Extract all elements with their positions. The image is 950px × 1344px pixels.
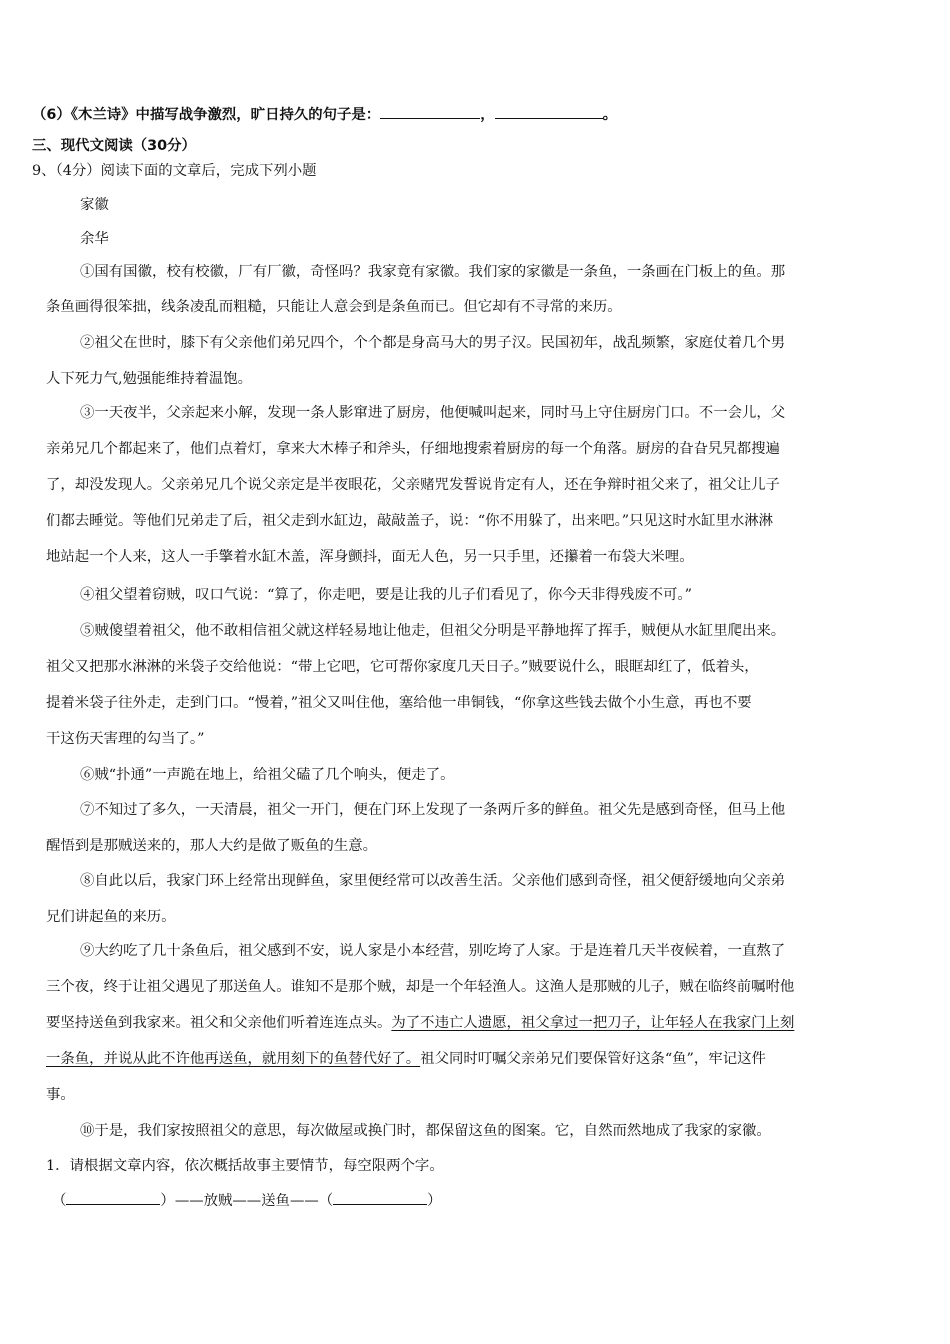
paragraph-3-line: ③一天夜半，父亲起来小解，发现一条人影窜进了厨房，他便喊叫起来，同时马上守住厨房门口。不一会儿，父 (80, 405, 786, 421)
paragraph-5-line: 提着米袋子往外走，走到门口。“慢着，”祖父又叫住他，塞给他一串铜钱，“你拿这些钱去做个小生意，再也不要 (46, 695, 752, 711)
question-9-intro: 9、（4分）阅读下面的文章后，完成下列小题 (32, 163, 317, 179)
question-6: （6）《木兰诗》中描写战争激烈，旷日持久的句子是： ， 。 (32, 104, 617, 125)
paragraph-7-line: ⑦不知过了多久，一天清晨，祖父一开门，便在门环上发现了一条两斤多的鲜鱼。祖父先是感到奇怪，但马上他 (80, 802, 786, 818)
paragraph-3-line: 地站起一个人来，这人一手擎着水缸木盖，浑身颤抖，面无人色，另一只手里，还攥着一布袋大米哩。 (46, 549, 694, 565)
sub-question-1-answer-row: （ ）——放贼——送鱼——（ ） (52, 1190, 442, 1211)
underlined-sentence: 一条鱼，并说从此不许他再送鱼，就用刻下的鱼替代好了。 (46, 1051, 421, 1067)
paragraph-9-line: ⑨大约吃了几十条鱼后，祖父感到不安，说人家是小本经营，别吃垮了人家。于是连着几天半夜候着，一直熬了 (80, 943, 786, 959)
plot-blank-2[interactable] (333, 1190, 427, 1205)
paragraph-2-line: ②祖父在世时，膝下有父亲他们弟兄四个，个个都是身高马大的男子汉。民国初年，战乱频繁，家庭仗着几个男 (80, 335, 786, 351)
underlined-sentence: 为了不违亡人遗愿，祖父拿过一把刀子，让年轻人在我家门上刻 (391, 1015, 795, 1031)
answer-blank-2[interactable] (495, 104, 603, 119)
paragraph-3-line: 们都去睡觉。等他们兄弟走了后，祖父走到水缸边，敲敲盖子，说：“你不用躲了，出来吧。”只见这时水缸里水淋淋 (46, 513, 774, 529)
paragraph-7-line: 醒悟到是那贼送来的，那人大约是做了贩鱼的生意。 (46, 838, 377, 854)
section-3-heading: 三、现代文阅读（30分） (32, 138, 196, 154)
paragraph-1-line: ①国有国徽，校有校徽，厂有厂徽，奇怪吗？我家竟有家徽。我们家的家徽是一条鱼，一条画在门板上的鱼。那 (80, 264, 786, 280)
article-author: 余华 (80, 231, 109, 247)
paragraph-5-line: 祖父又把那水淋淋的米袋子交给他说：“带上它吧，它可帮你家度几天日子。”贼要说什么，眼眶却红了，低着头， (46, 659, 759, 675)
paragraph-9-line: 三个夜，终于让祖父遇见了那送鱼人。谁知不是那个贼，却是一个年轻渔人。这渔人是那贼的儿子，贼在临终前嘱咐他 (46, 979, 795, 995)
paragraph-8-line: 兄们讲起鱼的来历。 (46, 909, 176, 925)
paragraph-1-line: 条鱼画得很笨拙，线条凌乱而粗糙，只能让人意会到是条鱼而已。但它却有不寻常的来历。 (46, 299, 622, 315)
paragraph-9-line: 事。 (46, 1087, 75, 1103)
paragraph-4-line: ④祖父望着窃贼，叹口气说：“算了，你走吧，要是让我的儿子们看见了，你今天非得残废不可。” (80, 587, 692, 603)
paragraph-5-line: 干这伤天害理的勾当了。” (46, 731, 205, 747)
plot-blank-1[interactable] (66, 1190, 160, 1205)
paragraph-9-line: 一条鱼，并说从此不许他再送鱼，就用刻下的鱼替代好了。祖父同时叮嘱父亲弟兄们要保管好这条“鱼”，牢记这件 (46, 1051, 766, 1067)
sub-question-1: 1．请根据文章内容，依次概括故事主要情节，每空限两个字。 (46, 1158, 444, 1174)
paragraph-5-line: ⑤贼傻望着祖父，他不敢相信祖父就这样轻易地让他走，但祖父分明是平静地挥了挥手，贼便从水缸里爬出来。 (80, 623, 786, 639)
paragraph-9-line: 要坚持送鱼到我家来。祖父和父亲他们听着连连点头。为了不违亡人遗愿，祖父拿过一把刀子，让年轻人在我家门上刻 (46, 1015, 795, 1031)
paragraph-6-line: ⑥贼“扑通”一声跪在地上，给祖父磕了几个响头，便走了。 (80, 767, 455, 783)
paragraph-3-line: 亲弟兄几个都起来了，他们点着灯，拿来大木棒子和斧头，仔细地搜索着厨房的每一个角落。厨房的旮旮旯旯都搜遍 (46, 441, 780, 457)
paragraph-3-line: 了，却没发现人。父亲弟兄几个说父亲定是半夜眼花，父亲赌咒发誓说肯定有人，还在争辩时祖父来了，祖父让儿子 (46, 477, 780, 493)
article-title: 家徽 (80, 197, 109, 213)
answer-blank-1[interactable] (380, 104, 480, 119)
paragraph-10-line: ⑩于是，我们家按照祖父的意思，每次做屋或换门时，都保留这鱼的图案。它，自然而然地成了我家的家徽。 (80, 1123, 771, 1139)
paragraph-2-line: 人下死力气,勉强能维持着温饱。 (46, 371, 253, 387)
paragraph-8-line: ⑧自此以后，我家门环上经常出现鲜鱼，家里便经常可以改善生活。父亲他们感到奇怪，祖父便舒缓地向父亲弟 (80, 873, 786, 889)
